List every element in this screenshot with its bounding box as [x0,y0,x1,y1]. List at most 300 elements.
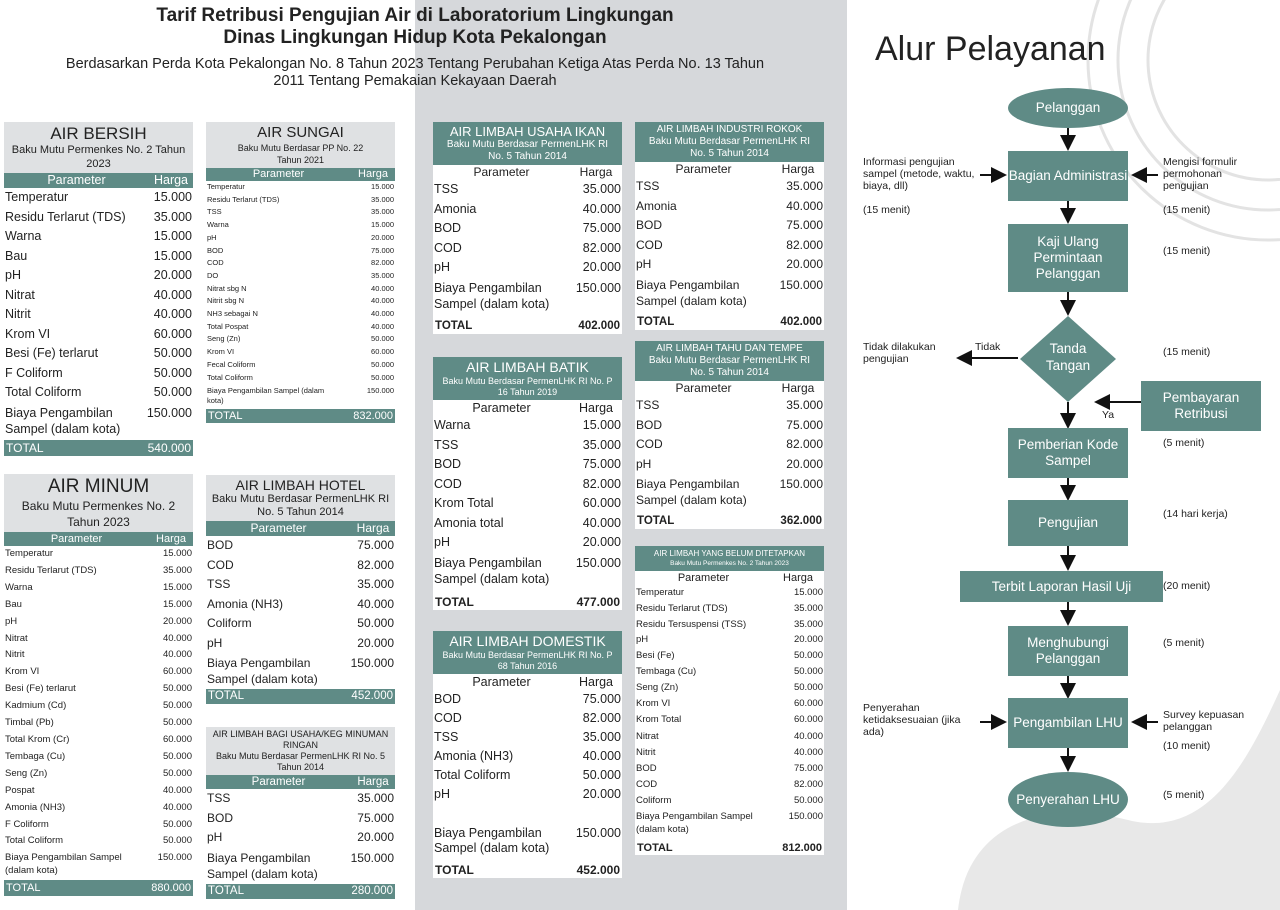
row-parameter: F Coliform [5,818,49,830]
table-limbah-hotel [206,475,395,704]
col-parameter: Parameter [47,173,106,187]
table-title: AIR LIMBAH INDUSTRI ROKOK [656,124,803,135]
step-pengujian: Pengujian [1008,500,1128,546]
row-parameter: Nitrit sbg N [207,296,245,306]
row-harga: 40.000 [793,730,823,742]
table-title: AIR LIMBAH DOMESTIK [449,633,606,649]
row-parameter: TSS [434,730,459,744]
row-harga: 75.000 [582,221,621,235]
row-parameter: COD [636,237,663,252]
row-harga: 15.000 [153,190,192,204]
table-subtitle: Baku Mutu Berdasar PermenLHK RI No. P 68 Tahun 2016 [442,650,613,671]
step-tanda-tangan: Tanda Tangan [1045,341,1091,373]
col-parameter: Parameter [675,381,732,395]
row-harga: 35.000 [582,730,621,744]
row-parameter: Total Krom (Cr) [5,733,70,745]
table-row [635,476,824,508]
row-harga: 35.000 [371,207,394,217]
total-label: TOTAL [435,320,473,333]
row-parameter: TSS [434,437,459,452]
col-harga: Harga [153,173,189,187]
row-parameter: Tembaga (Cu) [636,666,697,678]
table-limbah-minuman [206,727,395,899]
table-air-minum [4,474,193,896]
row-parameter: Bau [5,248,28,263]
row-parameter: Residu Terlarut (TDS) [5,564,97,576]
row-harga: 50.000 [153,346,192,360]
total-label: TOTAL [208,409,243,422]
row-parameter: Bau [5,598,22,610]
row-harga: 20.000 [582,787,621,801]
row-harga: 20.000 [371,232,394,242]
row-harga: 150.000 [575,280,621,295]
table-row [4,715,193,732]
row-harga: 75.000 [582,457,621,471]
row-parameter: TSS [207,577,231,591]
row-parameter: Nitrat [5,632,28,644]
row-parameter: pH [434,260,450,274]
row-parameter: TSS [434,182,459,196]
row-parameter: Warna [5,581,33,593]
col-harga: Harga [578,401,614,415]
table-subtitle: Baku Mutu Berdasar PermenLHK RI No. 5 Tahun 2014 [211,493,390,518]
table-title: AIR LIMBAH HOTEL [235,477,366,493]
row-harga: 82.000 [582,240,621,255]
table-row [635,455,824,475]
col-parameter: Parameter [250,521,307,535]
table-title: AIR LIMBAH BAGI USAHA/KEG MINUMAN RINGAN [212,729,389,750]
table-subtitle: Baku Mutu Permenkes No. 2 Tahun 2023 [21,499,176,529]
table-subtitle: Baku Mutu Permenkes No. 2 Tahun 2023 [11,144,186,170]
col-parameter: Parameter [473,165,530,179]
table-row [433,416,622,436]
row-harga: 75.000 [786,417,823,432]
row-parameter: Temperatur [5,548,54,559]
row-harga: 50.000 [162,700,192,712]
row-parameter: F Coliform [5,365,63,380]
note-penyerahan-time: (5 menit) [1163,789,1205,801]
row-parameter: Timbal (Pb) [5,717,54,729]
row-parameter: Seng (Zn) [5,767,48,779]
table-row [206,850,395,882]
row-parameter: pH [5,615,18,627]
row-parameter: pH [636,634,649,646]
row-parameter: Biaya Pengambilan Sampel (dalam kota) [636,277,747,308]
row-harga: 60.000 [153,326,192,341]
table-row [635,664,824,680]
total-label: TOTAL [435,595,474,610]
row-parameter: Amonia (NH3) [207,596,284,611]
table-air-bersih [4,122,193,456]
total-label: TOTAL [637,315,675,328]
row-parameter: BOD [636,762,657,774]
note-penyerahan-ketidaksesuaian: Penyerahan ketidaksesuaian (jika ada) [863,702,961,738]
row-harga: 40.000 [371,296,394,306]
row-parameter: Residu Terlarut (TDS) [207,194,280,204]
row-parameter: Besi (Fe) terlarut [5,346,99,360]
note-menghubungi-time: (5 menit) [1163,637,1205,649]
row-parameter: Amonia (NH3) [434,749,514,763]
row-parameter: Besi (Fe) [636,650,675,662]
row-parameter: Amonia total [434,515,504,530]
table-row [635,236,824,256]
row-parameter: pH [636,257,652,271]
row-harga: 15.000 [582,418,621,432]
row-harga: 75.000 [582,692,621,706]
row-harga: 40.000 [582,515,621,530]
note-pengujian-time: (14 hari kerja) [1163,508,1228,520]
row-parameter: Temperatur [636,587,685,598]
row-parameter: COD [434,711,462,725]
table-row [4,749,193,766]
table-row [206,270,395,283]
table-row [4,783,193,800]
row-harga: 20.000 [357,635,394,650]
total-label: TOTAL [6,441,44,456]
table-row [4,208,193,228]
total-label: TOTAL [637,515,675,528]
note-survey-time: (10 menit) [1163,740,1211,752]
table-air-sungai [206,122,395,423]
row-harga: 75.000 [357,538,394,552]
row-harga: 40.000 [153,307,192,321]
row-harga: 150.000 [366,386,394,396]
table-row [635,729,824,745]
row-parameter: Warna [434,418,471,432]
table-title: AIR LIMBAH USAHA IKAN [449,124,606,139]
row-parameter: Kadmium (Cd) [5,700,67,712]
table-row [4,833,193,850]
row-harga: 150.000 [350,656,394,670]
table-row [206,181,395,194]
row-harga: 35.000 [786,179,823,193]
table-row [433,475,622,495]
table-row [433,514,622,534]
row-harga: 150.000 [788,811,823,823]
row-parameter: Biaya Pengambilan Sampel (dalam kota) [207,850,318,881]
row-harga: 50.000 [162,767,192,779]
row-parameter: pH [5,268,21,282]
table-row [4,227,193,247]
row-parameter: Biaya Pengambilan Sampel (dalam kota) [434,280,550,312]
table-row [4,305,193,325]
row-parameter: Temperatur [5,190,69,204]
row-harga: 150.000 [350,850,394,865]
label-ya: Ya [1102,409,1115,421]
row-harga: 150.000 [575,555,621,570]
row-parameter: Amonia (NH3) [5,801,66,813]
table-row [206,359,395,372]
row-harga: 50.000 [793,682,823,694]
note-informasi-time: (15 menit) [863,204,911,216]
row-harga: 50.000 [371,334,394,344]
row-harga: 82.000 [371,258,394,268]
col-parameter: Parameter [252,168,305,180]
row-parameter: BOD [207,245,224,255]
row-harga: 75.000 [786,218,823,232]
page-title: Tarif Retribusi Pengujian Air di Laboratorium Lingkungan Dinas Lingkungan Hidup Kota Pekalongan [156,5,674,48]
table-row [635,648,824,664]
row-harga: 20.000 [162,615,192,627]
col-parameter: Parameter [251,776,306,788]
table-limbah-ikan [433,122,622,334]
row-harga: 82.000 [582,476,621,491]
row-parameter: Seng (Zn) [207,334,241,344]
row-parameter: Krom VI [636,698,671,710]
row-parameter: TSS [207,207,222,217]
row-harga: 50.000 [162,683,192,695]
table-subtitle: Baku Mutu Berdasar PermenLHK RI No. P 16 Tahun 2019 [442,376,613,397]
table-subtitle: Baku Mutu Berdasar PP No. 22 Tahun 2021 [237,143,364,165]
total-label: TOTAL [435,863,474,877]
row-parameter: BOD [636,417,663,432]
row-parameter: Total Pospat [207,321,249,331]
row-parameter: Total Coliform [207,372,253,382]
row-harga: 40.000 [371,283,394,293]
table-subtitle: Baku Mutu Berdasar PermenLHK RI No. 5 Tahun 2014 [446,139,609,162]
row-parameter: Coliform [207,616,252,630]
row-parameter: COD [636,778,658,790]
row-parameter: Amonia [434,201,477,216]
row-harga: 20.000 [786,456,823,471]
row-harga: 40.000 [162,632,192,644]
table-row [206,386,395,406]
table-row [206,232,395,245]
table-row [433,455,622,475]
col-harga: Harga [781,162,815,176]
row-harga: 20.000 [582,535,621,549]
table-row [206,333,395,346]
row-parameter: Biaya Pengambilan Sampel (dalam kota) [636,811,753,835]
row-harga: 60.000 [793,698,823,710]
table-row [635,255,824,275]
table-row [206,828,395,848]
biaya-value: 150.000 [575,826,621,840]
table-row [4,681,193,698]
table-row [433,219,622,239]
row-harga: 60.000 [162,733,192,745]
table-row [4,383,193,403]
row-parameter: BOD [207,538,234,552]
row-parameter: Seng (Zn) [636,682,679,694]
table-row [4,647,193,664]
total-value: 362.000 [780,515,822,528]
row-parameter: COD [636,437,663,451]
flow-title: Alur Pelayanan [875,30,1106,68]
col-parameter: Parameter [677,572,730,584]
step-pembayaran-retribusi: Pembayaran Retribusi [1141,381,1261,431]
row-harga: 82.000 [357,557,394,572]
table-title: AIR LIMBAH TAHU DAN TEMPE [656,343,803,354]
row-parameter: pH [434,535,450,549]
table-row [206,295,395,308]
row-harga: 50.000 [162,717,192,729]
table-row [4,266,193,286]
row-parameter: Nitrat [636,730,659,742]
table-row [635,396,824,416]
row-harga: 50.000 [162,750,192,762]
total-label: TOTAL [208,690,244,703]
table-row [433,709,622,728]
step-pengambilan-lhu: Pengambilan LHU [1008,698,1128,748]
table-limbah-domestik [433,631,622,878]
table-limbah-belum [635,546,824,855]
col-harga: Harga [156,533,186,545]
row-harga: 40.000 [786,198,823,213]
row-parameter: pH [636,456,652,471]
row-harga: 20.000 [153,268,192,282]
step-menghubungi: Menghubungi Pelanggan [1008,626,1128,676]
row-parameter: Amonia [636,198,677,213]
row-parameter: pH [207,635,223,650]
table-row [206,283,395,296]
row-harga: 50.000 [357,616,394,630]
table-row [635,811,824,837]
table-subtitle: Baku Mutu Berdasar PermenLHK RI No. 5 Tahun 2014 [215,751,386,772]
row-parameter: BOD [207,810,234,825]
row-harga: 75.000 [357,810,394,825]
row-parameter: Nitrat [5,287,35,302]
row-harga: 50.000 [153,385,192,399]
table-row [433,258,622,278]
table-row [635,435,824,455]
col-parameter: Parameter [675,162,732,176]
table-row [4,344,193,364]
table-row [206,536,395,556]
table-row [433,690,622,709]
row-parameter: BOD [434,692,462,706]
row-parameter: Nitrit [5,307,31,321]
row-parameter: Biaya Pengambilan Sampel (dalam kota) [207,386,325,406]
table-row [4,817,193,834]
note-mengisi: Mengisi formulir permohonan pengujian [1163,156,1238,192]
row-parameter: TSS [207,791,231,805]
row-harga: 82.000 [582,711,621,725]
row-harga: 35.000 [793,619,823,631]
row-harga: 82.000 [786,237,823,252]
biaya-label: Biaya Pengambilan Sampel (dalam kota) [434,826,550,855]
col-parameter: Parameter [50,533,103,545]
row-parameter: Krom VI [5,666,40,678]
col-harga: Harga [358,168,388,180]
row-parameter: Total Coliform [5,835,64,847]
row-harga: 40.000 [153,287,192,302]
table-row [206,245,395,258]
table-row [4,325,193,345]
row-harga: 40.000 [371,321,394,331]
col-parameter: Parameter [472,401,531,415]
note-mengisi-time: (15 menit) [1163,204,1211,216]
table-row [635,680,824,696]
row-harga: 40.000 [162,649,192,661]
row-parameter: Biaya Pengambilan Sampel (dalam kota) [434,555,550,587]
row-parameter: NH3 sebagai N [207,309,258,319]
table-row [206,257,395,270]
row-parameter: Tembaga (Cu) [5,750,66,762]
row-harga: 35.000 [582,182,621,196]
row-harga: 75.000 [793,762,823,774]
col-harga: Harga [356,521,390,535]
row-parameter: Biaya Pengambilan Sampel (dalam kota) [5,405,121,437]
note-kode-time: (5 menit) [1163,437,1205,449]
note-informasi: Informasi pengujian sampel (metode, waktu, biaya, dll) [863,156,975,192]
row-harga: 50.000 [153,365,192,380]
row-harga: 50.000 [162,818,192,830]
row-parameter: Krom VI [207,347,235,357]
row-harga: 15.000 [371,220,394,230]
row-harga: 15.000 [793,587,823,598]
row-harga: 35.000 [786,398,823,412]
table-row [4,546,193,563]
row-harga: 20.000 [786,257,823,271]
table-row [206,556,395,576]
table-row [206,321,395,334]
row-harga: 50.000 [162,835,192,847]
row-parameter: Krom Total [636,714,682,726]
row-parameter: Temperatur [207,182,245,191]
table-row [433,766,622,785]
table-title: AIR LIMBAH YANG BELUM DITETAPKAN [653,549,806,558]
note-tanda-time: (15 menit) [1163,346,1211,358]
row-harga: 35.000 [357,791,394,805]
row-harga: 60.000 [793,714,823,726]
table-row [635,216,824,236]
table-title: AIR LIMBAH BATIK [466,359,589,375]
table-row [433,239,622,259]
row-parameter: Biaya Pengambilan Sampel (dalam kota) [636,477,747,508]
table-row [4,732,193,749]
row-parameter: Total Coliform [434,768,511,782]
row-harga: 40.000 [582,201,621,216]
row-parameter: Warna [5,229,42,243]
row-parameter: COD [207,258,224,268]
row-harga: 50.000 [371,372,394,382]
row-parameter: pH [207,232,217,242]
row-harga: 82.000 [793,778,823,790]
table-limbah-batik [433,357,622,610]
table-row [4,800,193,817]
note-kaji-time: (15 menit) [1163,245,1211,257]
row-harga: 35.000 [162,564,192,576]
table-row [206,575,395,595]
row-harga: 150.000 [779,477,823,491]
row-harga: 50.000 [582,768,621,782]
table-row [4,698,193,715]
table-row [206,219,395,232]
row-harga: 50.000 [793,650,823,662]
table-row [4,364,193,384]
table-limbah-tahu [635,341,824,529]
row-parameter: pH [434,787,450,801]
row-parameter: Nitrit [636,746,656,758]
row-parameter: TSS [636,179,660,193]
total-value: 832.000 [353,409,393,422]
row-harga: 40.000 [162,801,192,813]
row-parameter: Nitrat sbg N [207,283,247,293]
step-penyerahan-lhu: Penyerahan LHU [1008,772,1128,827]
row-harga: 15.000 [162,581,192,593]
table-row [206,206,395,219]
table-row [206,372,395,385]
total-value: 540.000 [147,441,191,456]
total-value: 452.000 [351,690,393,703]
total-value: 452.000 [576,863,620,877]
table-row [433,436,622,456]
note-tidak-dilakukan: Tidak dilakukan pengujian [863,341,936,365]
label-tidak: Tidak [975,341,1001,353]
table-limbah-rokok [635,122,824,330]
row-parameter: TSS [636,398,660,412]
